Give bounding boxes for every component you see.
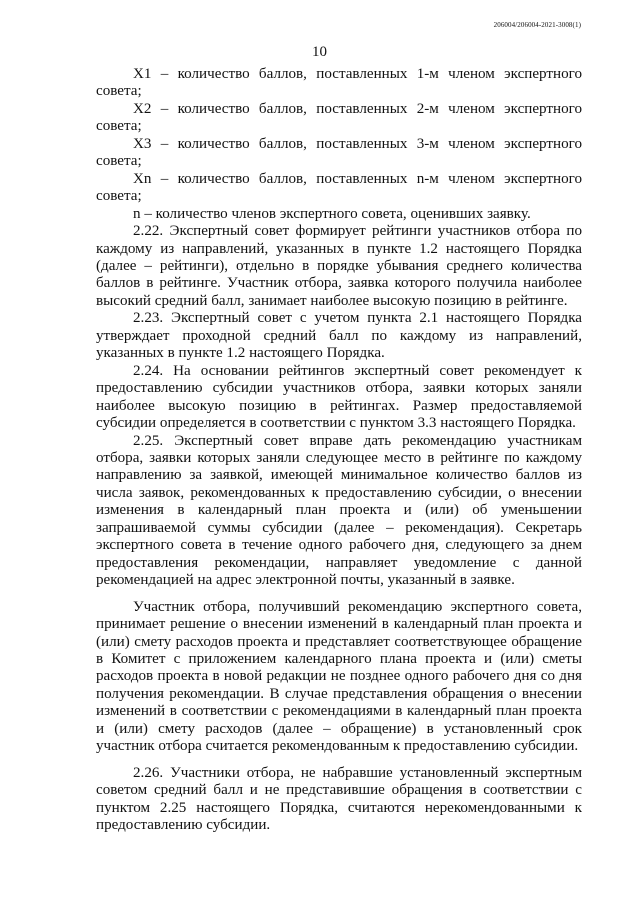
document-id: 206004/206004-2021-3008(1): [493, 21, 581, 29]
clause-2-26: 2.26. Участники отбора, не набравшие установленный экспертным советом средний балл и не представившие обращения в соответствии с пунктом 2.25 настоящего Порядка, считаются нерекомендованными к предоставлению субсидии.: [96, 764, 582, 834]
variable-definition-x3: X3 – количество баллов, поставленных 3-м членом экспертного совета;: [96, 135, 582, 170]
variable-definition-xn: Xn – количество баллов, поставленных n-м членом экспертного совета;: [96, 170, 582, 205]
page-number: 10: [312, 44, 327, 60]
variable-definition-n: n – количество членов экспертного совета, оценивших заявку.: [133, 205, 531, 222]
clause-2-25-continuation: Участник отбора, получивший рекомендацию экспертного совета, принимает решение о внесении изменений в календарный план проекта и (или) смету расходов проекта и представляет соответствующее обращение в Комитет с приложением календарного плана проекта и (или) сметы расходов проекта в новой редакции не позднее одного рабочего дня со дня получения рекомендации. В случае представления обращения о внесении изменений в соответствии с рекомендациями в календарный план проекта и (или) смету расходов (далее – обращение) в установленный срок участник отбора считается рекомендованным к предоставлению субсидии.: [96, 598, 582, 755]
variable-definition-x1: X1 – количество баллов, поставленных 1-м членом экспертного совета;: [96, 66, 582, 100]
clause-2-25: 2.25. Экспертный совет вправе дать рекомендацию участникам отбора, заявки которых заняли следующее место в рейтинге по каждому направлению за заявкой, имеющей минимальное количество баллов из числа заявок, рекомендованных к предоставлению субсидии, о внесении изменения в календарный план проекта и (или) об уменьшении запрашиваемой суммы субсидии (далее – рекомендация). Секретарь экспертного совета в течение одного рабочего дня, следующего за днем предоставления рекомендации, направляет уведомление с данной рекомендацией на адрес электронной почты, указанный в заявке.: [96, 432, 582, 589]
clause-2-23: 2.23. Экспертный совет с учетом пункта 2.1 настоящего Порядка утверждает проходной средний балл по каждому из направлений, указанных в пункте 1.2 настоящего Порядка.: [96, 310, 582, 362]
clause-2-22: 2.22. Экспертный совет формирует рейтинги участников отбора по каждому из направлений, указанных в пункте 1.2 настоящего Порядка (далее – рейтинги), отдельно в порядке убывания среднего количества баллов в рейтинге. Участник отбора, заявка которого получила наиболее высокий средний балл, занимает наиболее высокую позицию в рейтинге.: [96, 223, 582, 309]
variable-definition-x2: X2 – количество баллов, поставленных 2-м членом экспертного совета;: [96, 100, 582, 135]
clause-2-24: 2.24. На основании рейтингов экспертный совет рекомендует к предоставлению субсидии участников отбора, заявки которых заняли наиболее высокую позицию в рейтингах. Размер предоставляемой субсидии определяется в соответствии с пунктом 3.3 настоящего Порядка.: [96, 362, 582, 432]
document-body: [96, 66, 582, 834]
